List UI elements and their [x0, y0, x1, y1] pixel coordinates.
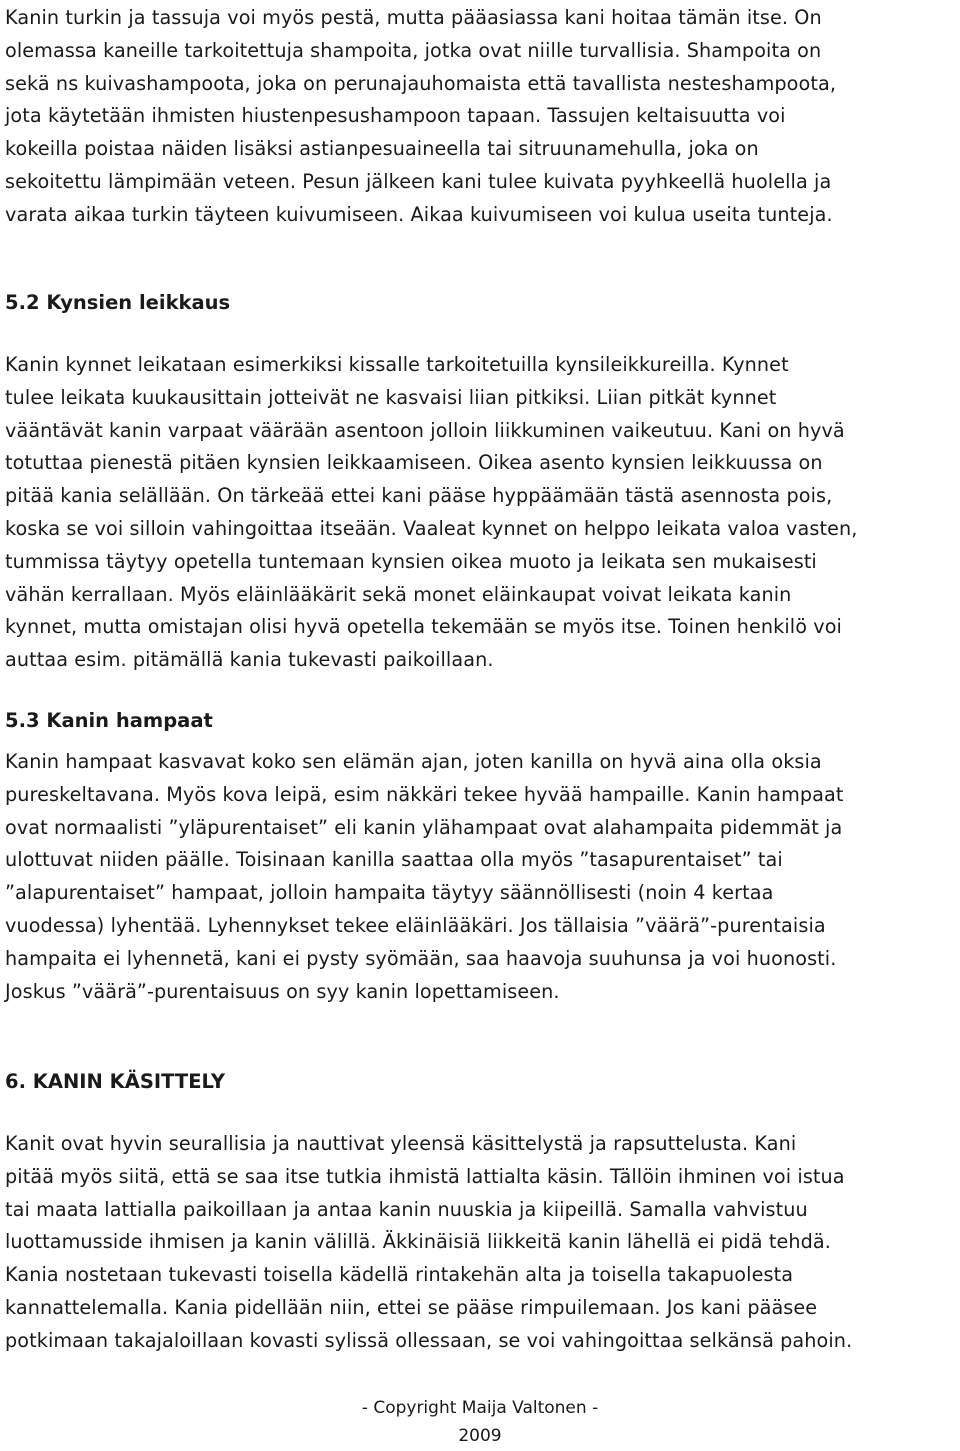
copyright-text: - Copyright Maija Valtonen - [361, 1398, 599, 1418]
paragraph-line: Kanin turkin ja tassuja voi myös pestä, mutta pääasiassa kani hoitaa tämän itse. On [5, 6, 822, 29]
paragraph-line: sekoitettu lämpimään veteen. Pesun jälkeen kani tulee kuivata pyyhkeellä huolella ja [5, 169, 832, 193]
intro-paragraph [5, 2, 950, 232]
copyright-year: 2009 [458, 1426, 502, 1446]
paragraph-line: vähän kerrallaan. Myös eläinlääkärit sekä monet eläinkaupat voivat leikata kanin [5, 582, 792, 606]
paragraph-line: hampaita ei lyhennetä, kani ei pysty syömään, saa haavoja suuhunsa ja voi huonosti. [5, 946, 837, 970]
paragraph-line: tai maata lattialla paikoillaan ja antaa kanin nuuskia ja kiipeillä. Samalla vahvistuu [5, 1197, 808, 1221]
paragraph-line: pitää myös siitä, että se saa itse tutkia ihmistä lattialta käsin. Tällöin ihminen voi istua [5, 1164, 845, 1188]
paragraph-line: ovat normaalisti ”yläpurentaiset” eli kanin ylähampaat ovat alahampaita pidemmät ja [5, 815, 843, 839]
paragraph-line: tulee leikata kuukausittain jotteivät ne kasvaisi liian pitkiksi. Liian pitkät kynnet [5, 385, 777, 409]
section-heading: 5.2 Kynsien leikkaus [5, 291, 231, 314]
paragraph-line: Kanit ovat hyvin seurallisia ja nauttivat yleensä käsittelystä ja rapsuttelusta. Kani [5, 1132, 797, 1155]
paragraph-line: kokeilla poistaa näiden lisäksi astianpesuaineella tai sitruunamehulla, joka on [5, 137, 759, 161]
paragraph-line: varata aikaa turkin täyteen kuivumiseen. Aikaa kuivumiseen voi kulua useita tunteja. [5, 202, 833, 226]
section-6-heading-block [5, 1066, 950, 1099]
paragraph-line: potkimaan takajaloillaan kovasti sylissä ollessaan, se voi vahingoittaa selkänsä pahoin. [5, 1328, 853, 1352]
section-heading: 5.3 Kanin hampaat [5, 709, 213, 732]
paragraph-line: koska se voi silloin vahingoittaa itseään. Vaaleat kynnet on helppo leikata valoa vasten, [5, 516, 858, 540]
paragraph-line: jota käytetään ihmisten hiustenpesushampoon tapaan. Tassujen keltaisuutta voi [5, 104, 786, 128]
section-6-body [5, 1128, 950, 1358]
section-5-2-heading-block [5, 287, 950, 320]
paragraph-line: vuodessa) lyhentää. Lyhennykset tekee eläinlääkäri. Jos tällaisia ”väärä”-purentaisia [5, 913, 826, 937]
paragraph-line: Kanin kynnet leikataan esimerkiksi kissalle tarkoitetuilla kynsileikkureilla. Kynnet [5, 353, 789, 376]
paragraph-line: ”alapurentaiset” hampaat, jolloin hampaita täytyy säännöllisesti (noin 4 kertaa [5, 881, 774, 905]
paragraph-line: kannattelemalla. Kania pidellään niin, ettei se pääse rimpuilemaan. Jos kani pääsee [5, 1295, 818, 1319]
paragraph-line: Kania nostetaan tukevasti toisella kädellä rintakehän alta ja toisella takapuolesta [5, 1263, 794, 1287]
paragraph-line: Joskus ”väärä”-purentaisuus on syy kanin lopettamiseen. [5, 979, 560, 1003]
paragraph-line: Kanin hampaat kasvavat koko sen elämän ajan, joten kanilla on hyvä aina olla oksia [5, 750, 822, 773]
paragraph-line: pureskeltavana. Myös kova leipä, esim näkkäri tekee hyvää hampaille. Kanin hampaat [5, 782, 844, 806]
section-heading: 6. KANIN KÄSITTELY [5, 1070, 226, 1093]
paragraph-line: pitää kania selällään. On tärkeää ettei kani pääse hyppäämään tästä asennosta pois, [5, 484, 833, 508]
paragraph-line: kynnet, mutta omistajan olisi hyvä opetella tekemään se myös itse. Toinen henkilö voi [5, 615, 842, 639]
paragraph-line: olemassa kaneille tarkoitettuja shampoita, jotka ovat niille turvallisia. Shampoita on [5, 38, 822, 62]
paragraph-line: auttaa esim. pitämällä kania tukevasti paikoillaan. [5, 648, 494, 672]
paragraph-line: ulottuvat niiden päälle. Toisinaan kanilla saattaa olla myös ”tasapurentaiset” tai [5, 848, 783, 872]
section-5-3-body [5, 746, 950, 1008]
paragraph-line: tummissa täytyy opetella tuntemaan kynsien oikea muoto ja leikata sen mukaisesti [5, 549, 817, 573]
paragraph-line: sekä ns kuivashampoota, joka on perunajauhomaista että tavallista nesteshampoota, [5, 71, 837, 95]
paragraph-line: totuttaa pienestä pitäen kynsien leikkaamiseen. Oikea asento kynsien leikkuussa on [5, 451, 823, 475]
section-5-2-body [5, 349, 950, 677]
section-5-3-heading-block [5, 705, 950, 738]
copyright-footer [0, 1394, 960, 1450]
paragraph-line: vääntävät kanin varpaat väärään asentoon jolloin liikkuminen vaikeutuu. Kani on hyvä [5, 418, 845, 442]
paragraph-line: luottamusside ihmisen ja kanin välillä. Äkkinäisiä liikkeitä kanin lähellä ei pidä tehdä. [5, 1230, 831, 1254]
